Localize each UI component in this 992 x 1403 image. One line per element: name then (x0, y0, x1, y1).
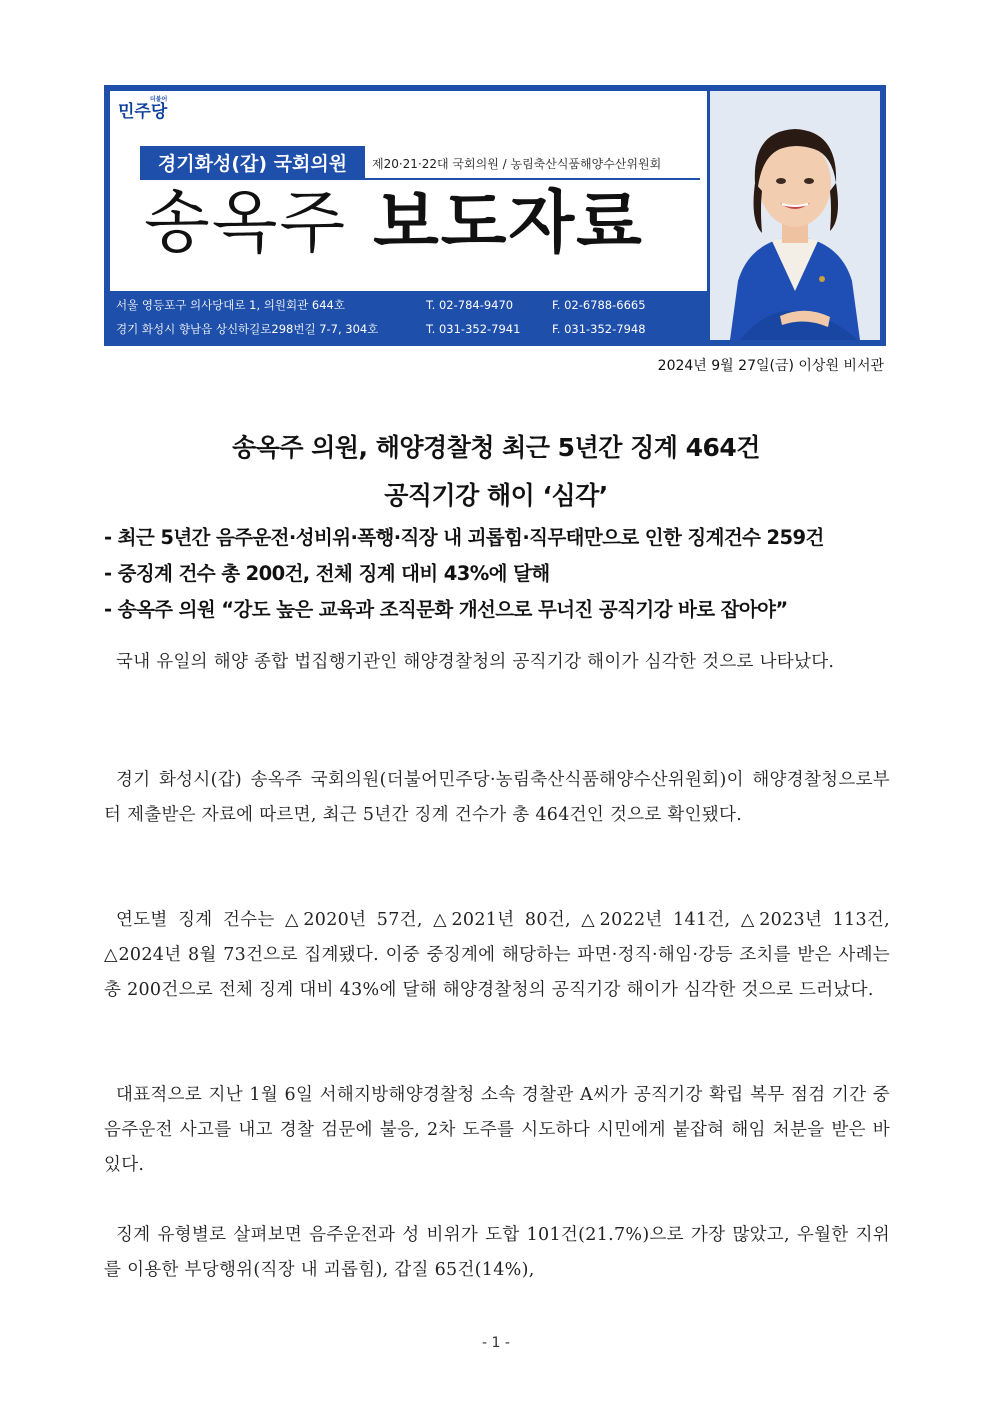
subheadline-item: - 송옥주 의원 “강도 높은 교육과 조직문화 개선으로 무너진 공직기강 바로 잡아야” (104, 598, 788, 621)
contact-address: 경기 화성시 향남읍 상신하길로298번길 7-7, 304호 (116, 322, 379, 336)
press-title-name: 송옥주 (144, 184, 348, 263)
contact-address: 서울 영등포구 의사당대로 1, 의원회관 644호 (116, 298, 345, 312)
contact-phone: T. 02-784-9470 (426, 298, 514, 312)
header-divider (140, 178, 700, 180)
subheadline-item: - 최근 5년간 음주운전·성비위·폭행·직장 내 괴롭힘·직무태만으로 인한 징계건수 259건 (104, 526, 824, 549)
contact-hwaseong (116, 321, 646, 337)
page-number: - 1 - (482, 1335, 510, 1351)
release-date-line: 2024년 9월 27일(금) 이상원 비서관 (657, 358, 884, 374)
lawmaker-portrait (710, 91, 880, 340)
press-release-title (144, 185, 644, 263)
party-logo-name: 민주당 (118, 102, 168, 122)
party-logo-small: 더불어 (149, 96, 168, 103)
body-paragraph-3: 연도별 징계 건수는 △2020년 57건, △2021년 80건, △2022년 141건, △2023년 113건, △2024년 8월 73건으로 집계됐다. 이중 중징계에 해당하는 파면·정직·해임·강등 조치를 받은 사례는 총 200건으로 전체 징계 대비 43%에 달해 해양경찰청의 공직기강 해이가 심각한 것으로 드러났다. (104, 910, 890, 1000)
headline-line-2: 공직기강 해이 ‘심각’ (384, 481, 608, 510)
subheadline-list (104, 520, 894, 628)
press-title-bold: 보도자료 (373, 184, 644, 263)
party-logo (118, 97, 167, 121)
contact-phone: T. 031-352-7941 (426, 322, 521, 336)
contact-fax: F. 031-352-7948 (552, 322, 646, 336)
term-committee-text: 제20·21·22대 국회의원 / 농림축산식품해양수산위원회 (372, 157, 662, 171)
portrait-illustration (710, 91, 880, 340)
header-white-panel (110, 91, 707, 291)
subheadline-item: - 중징계 건수 총 200건, 전체 징계 대비 43%에 달해 (104, 562, 550, 585)
body-paragraph-1: 국내 유일의 해양 종합 법집행기관인 해양경찰청의 공직기강 해이가 심각한 것으로 나타났다. (116, 652, 835, 672)
contact-seoul (116, 297, 646, 313)
body-paragraph-5: 징계 유형별로 살펴보면 음주운전과 성 비위가 도합 101건(21.7%)으로 가장 많았고, 우월한 지위를 이용한 부당행위(직장 내 괴롭힘), 갑질 65건(14%), (104, 1225, 890, 1280)
body-paragraph-2: 경기 화성시(갑) 송옥주 국회의원(더불어민주당·농림축산식품해양수산위원회)이 해양경찰청으로부터 제출받은 자료에 따르면, 최근 5년간 징계 건수가 총 464건인 것으로 확인됐다. (104, 770, 890, 825)
headline-line-1: 송옥주 의원, 해양경찰청 최근 5년간 징계 464건 (232, 433, 760, 462)
press-header-banner (104, 85, 886, 346)
contact-fax: F. 02-6788-6665 (552, 298, 646, 312)
body-paragraph-4: 대표적으로 지난 1월 6일 서해지방해양경찰청 소속 경찰관 A씨가 공직기강 확립 복무 점검 기간 중 음주운전 사고를 내고 경찰 검문에 불응, 2차 도주를 시도하다 시민에게 붙잡혀 해임 처분을 받은 바 있다. (104, 1085, 890, 1175)
district-label: 경기화성(갑) 국회의원 (140, 146, 365, 178)
